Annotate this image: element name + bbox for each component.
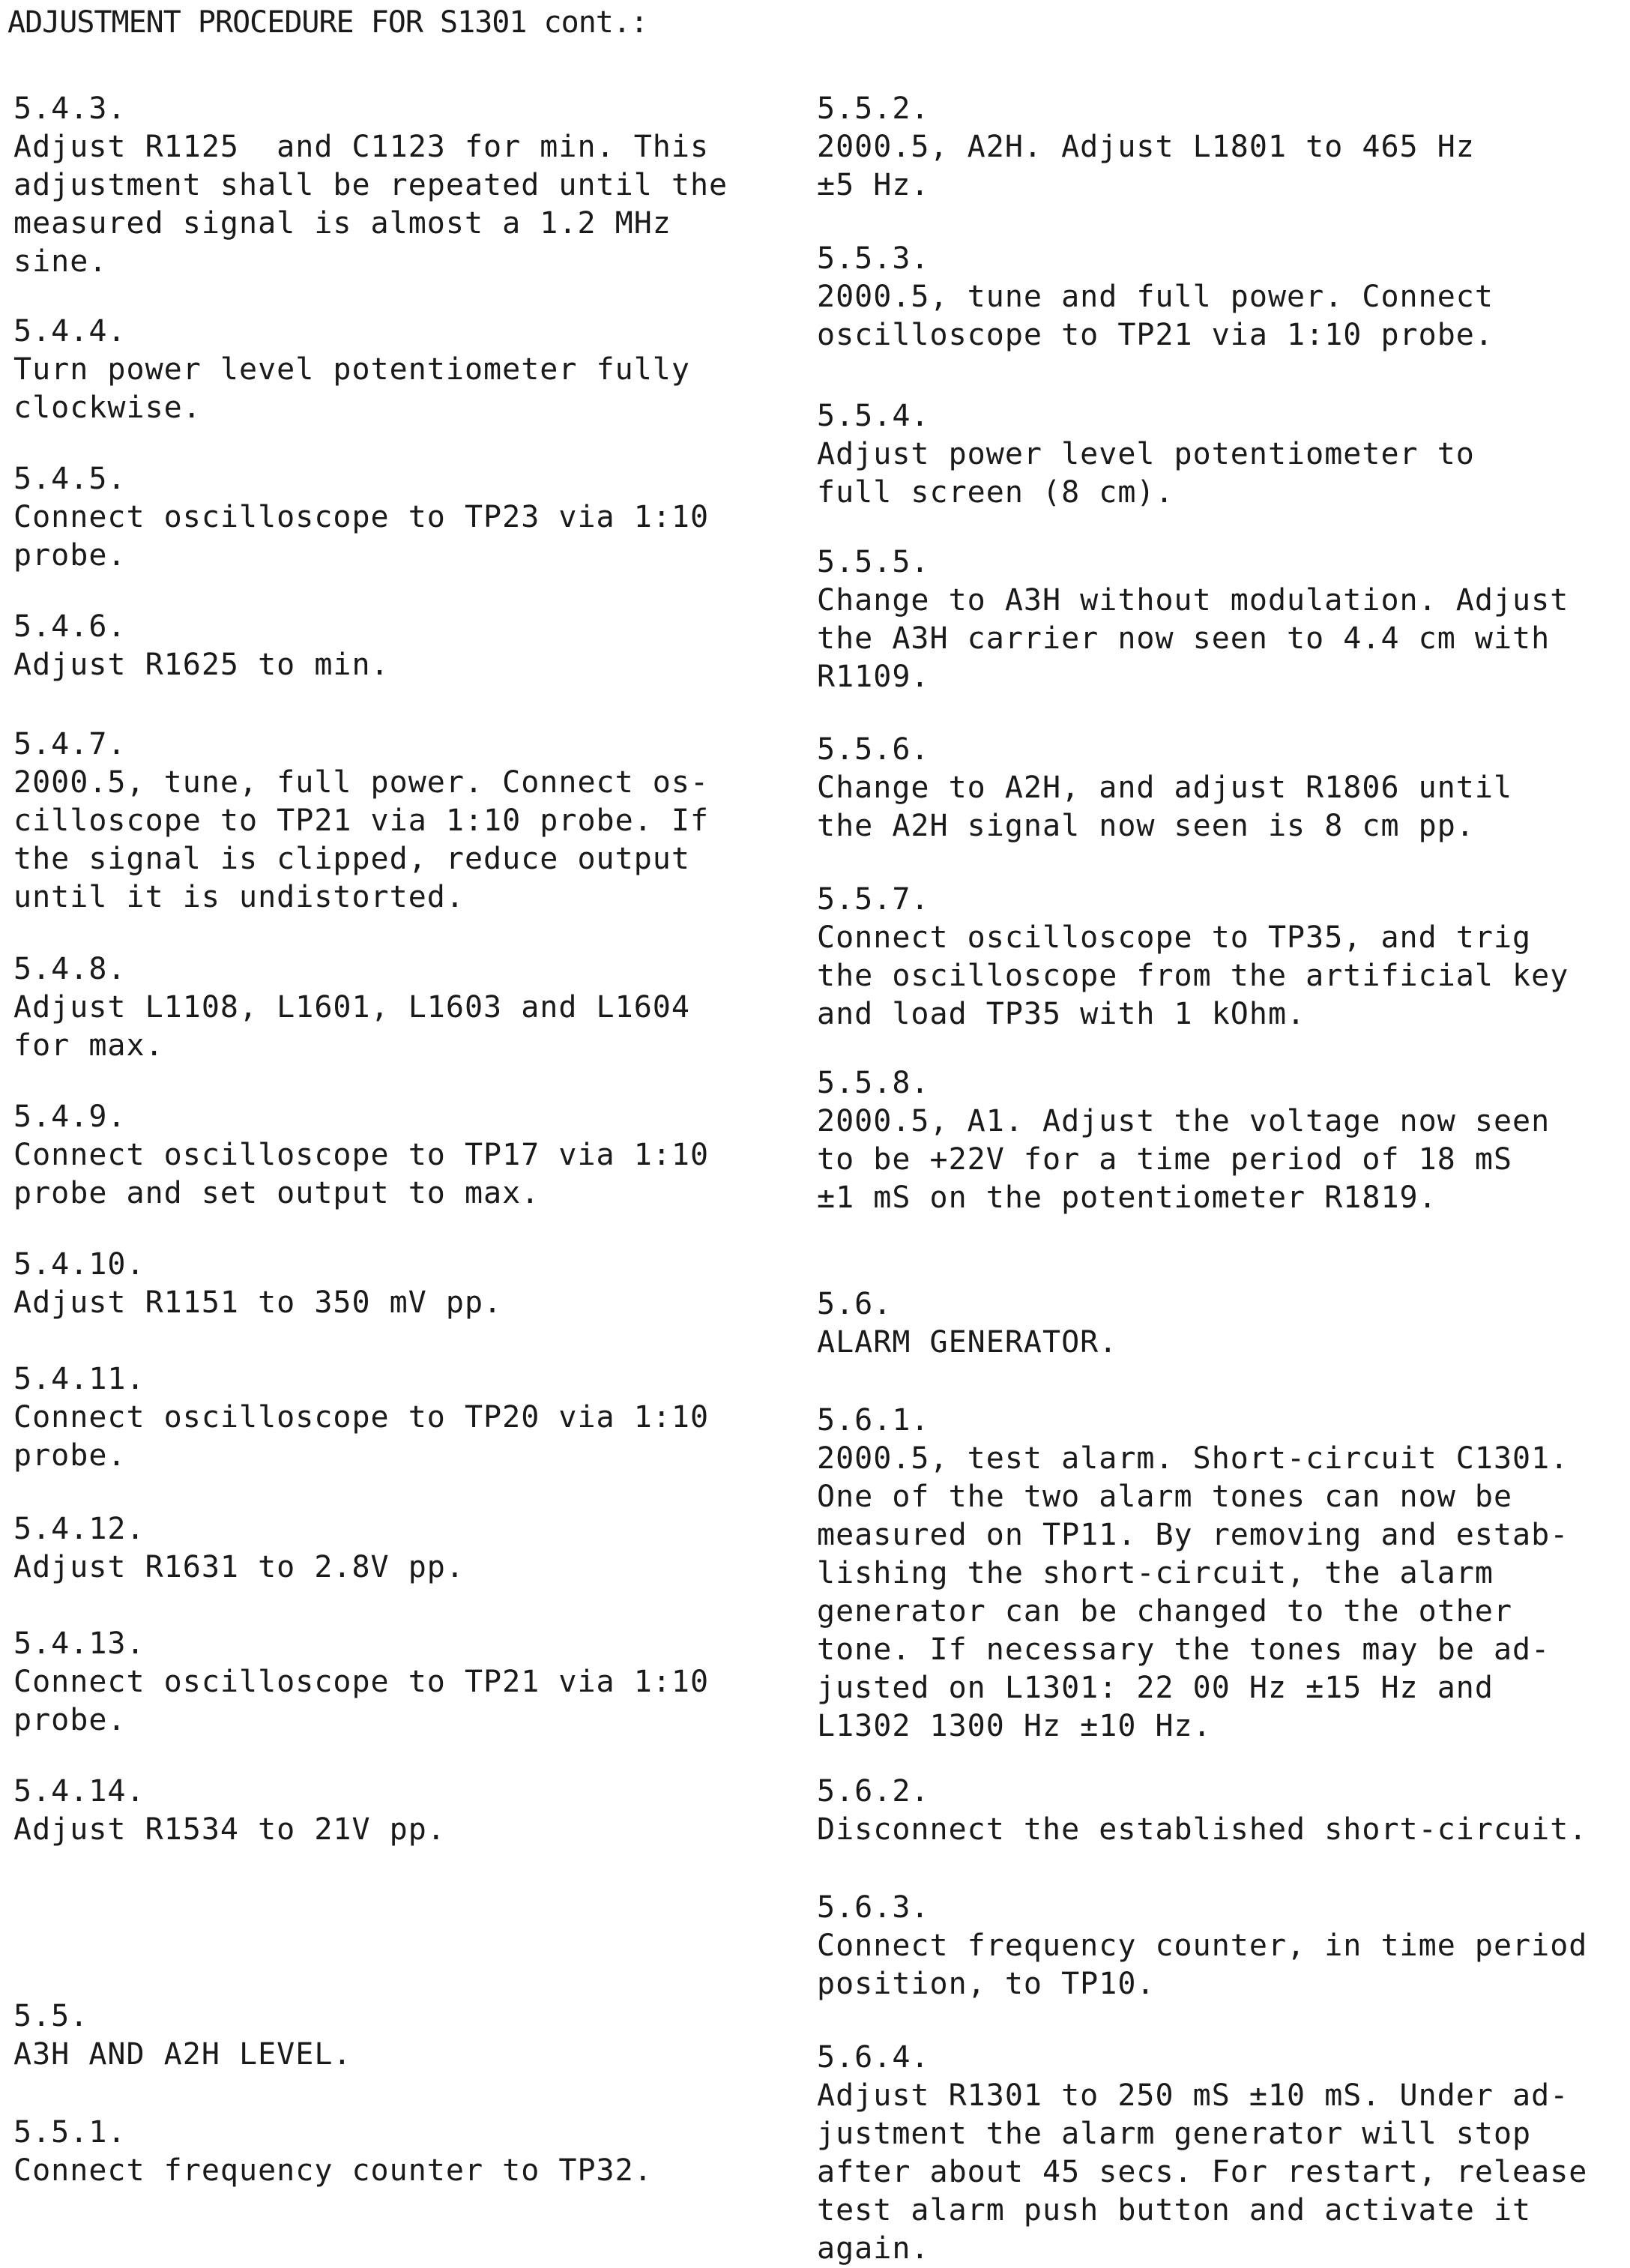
section-number: 5.4.11.	[13, 1362, 145, 1396]
section-5-4-8	[13, 950, 793, 1065]
section-5-5-5	[817, 543, 1630, 696]
section-5-4-5	[13, 460, 793, 575]
section-number: 5.5.5.	[817, 545, 930, 579]
section-number: 5.4.4.	[13, 314, 127, 349]
section-5-4-9	[13, 1098, 793, 1213]
section-5-6-4	[817, 2039, 1630, 2268]
section-number: 5.6.1.	[817, 1403, 930, 1438]
section-number: 5.4.5.	[13, 462, 127, 496]
section-text: Connect oscilloscope to TP35, and trig the oscilloscope from the artificial key and load TP35 with 1 kOhm.	[817, 920, 1569, 1031]
section-5-4-6	[13, 608, 793, 684]
page-heading: ADJUSTMENT PROCEDURE FOR S1301 cont.:	[7, 5, 648, 40]
section-text: 2000.5, tune, full power. Connect os- cilloscope to TP21 via 1:10 probe. If the signal is clipped, reduce output until it is undistorted.	[13, 765, 710, 914]
section-text: A3H AND A2H LEVEL.	[13, 2037, 352, 2072]
section-text: 2000.5, test alarm. Short-circuit C1301. One of the two alarm tones can now be measured on TP11. By removing and estab- lishing the short-circuit, the alarm generator can be changed to the other tone. If necessary the tones may be ad- justed on L1301: 22 00 Hz ±15 Hz and L1302 1300 Hz ±10 Hz.	[817, 1441, 1569, 1743]
section-text: Connect oscilloscope to TP20 via 1:10 probe.	[13, 1400, 710, 1473]
section-number: 5.4.8.	[13, 952, 127, 986]
section-number: 5.5.	[13, 1999, 89, 2033]
section-text: 2000.5, tune and full power. Connect oscilloscope to TP21 via 1:10 probe.	[817, 280, 1494, 352]
section-text: Connect oscilloscope to TP17 via 1:10 probe and set output to max.	[13, 1138, 710, 1210]
section-number: 5.4.14.	[13, 1774, 145, 1809]
section-number: 5.4.7.	[13, 727, 127, 761]
section-number: 5.4.3.	[13, 91, 127, 126]
section-5-4-11	[13, 1360, 793, 1475]
section-text: Disconnect the established short-circuit.	[817, 1812, 1588, 1847]
section-number: 5.6.4.	[817, 2040, 930, 2075]
section-text: Adjust R1151 to 350 mV pp.	[13, 1285, 503, 1320]
section-5-5-8	[817, 1064, 1630, 1217]
section-text: 2000.5, A2H. Adjust L1801 to 465 Hz ±5 Hz.	[817, 130, 1475, 202]
section-number: 5.5.3.	[817, 241, 930, 276]
section-text: Adjust L1108, L1601, L1603 and L1604 for max.	[13, 990, 690, 1063]
section-number: 5.5.7.	[817, 882, 930, 917]
section-number: 5.5.6.	[817, 732, 930, 767]
section-text: Adjust R1625 to min.	[13, 648, 390, 682]
section-text: Turn power level potentiometer fully clockwise.	[13, 352, 690, 425]
section-5-5-6	[817, 731, 1630, 845]
section-5-4-14	[13, 1773, 793, 1849]
section-number: 5.6.2.	[817, 1774, 930, 1809]
section-5-5-4	[817, 397, 1630, 512]
section-number: 5.4.13.	[13, 1626, 145, 1661]
section-number: 5.6.3.	[817, 1890, 930, 1925]
section-number: 5.6.	[817, 1287, 893, 1321]
section-5-6-3	[817, 1889, 1630, 2003]
section-number: 5.4.9.	[13, 1100, 127, 1134]
section-text: Adjust R1534 to 21V pp.	[13, 1812, 446, 1847]
section-text: Adjust R1301 to 250 mS ±10 mS. Under ad- justment the alarm generator will stop after about 45 secs. For restart, release test alarm push button and activate it again.	[817, 2078, 1588, 2266]
section-5-5-2	[817, 90, 1630, 205]
section-number: 5.4.6.	[13, 609, 127, 644]
section-number: 5.5.1.	[13, 2115, 127, 2150]
section-5-5-1	[13, 2114, 793, 2190]
section-number: 5.5.2.	[817, 91, 930, 126]
section-5-4-3	[13, 90, 793, 281]
section-text: ALARM GENERATOR.	[817, 1325, 1118, 1360]
section-number: 5.5.4.	[817, 399, 930, 433]
section-number: 5.5.8.	[817, 1066, 930, 1100]
section-text: Adjust power level potentiometer to full screen (8 cm).	[817, 437, 1475, 510]
section-text: Connect frequency counter, in time period position, to TP10.	[817, 1928, 1588, 2001]
section-5-4-12	[13, 1510, 793, 1587]
section-5-5-7	[817, 881, 1630, 1034]
section-text: Connect oscilloscope to TP23 via 1:10 probe.	[13, 500, 710, 573]
section-5-4-10	[13, 1246, 793, 1322]
section-text: Change to A2H, and adjust R1806 until the A2H signal now seen is 8 cm pp.	[817, 770, 1513, 843]
section-text: 2000.5, A1. Adjust the voltage now seen to be +22V for a time period of 18 mS ±1 mS on the potentiometer R1819.	[817, 1104, 1551, 1215]
section-5-5-3	[817, 240, 1630, 355]
section-5-4-13	[13, 1625, 793, 1740]
section-5-6-2	[817, 1773, 1630, 1849]
section-text: Connect frequency counter to TP32.	[13, 2153, 653, 2188]
section-5-4-7	[13, 726, 793, 917]
section-text: Adjust R1125 and C1123 for min. This adjustment shall be repeated until the measured signal is almost a 1.2 MHz sine.	[13, 130, 728, 279]
section-text: Change to A3H without modulation. Adjust the A3H carrier now seen to 4.4 cm with R1109.	[817, 583, 1569, 694]
section-5-6-1	[817, 1402, 1630, 1746]
section-number: 5.4.10.	[13, 1247, 145, 1282]
section-5-6	[817, 1285, 1630, 1362]
section-text: Adjust R1631 to 2.8V pp.	[13, 1550, 465, 1584]
section-text: Connect oscilloscope to TP21 via 1:10 probe.	[13, 1665, 710, 1737]
section-5-4-4	[13, 313, 793, 427]
section-5-5	[13, 1997, 793, 2074]
section-number: 5.4.12.	[13, 1512, 145, 1546]
